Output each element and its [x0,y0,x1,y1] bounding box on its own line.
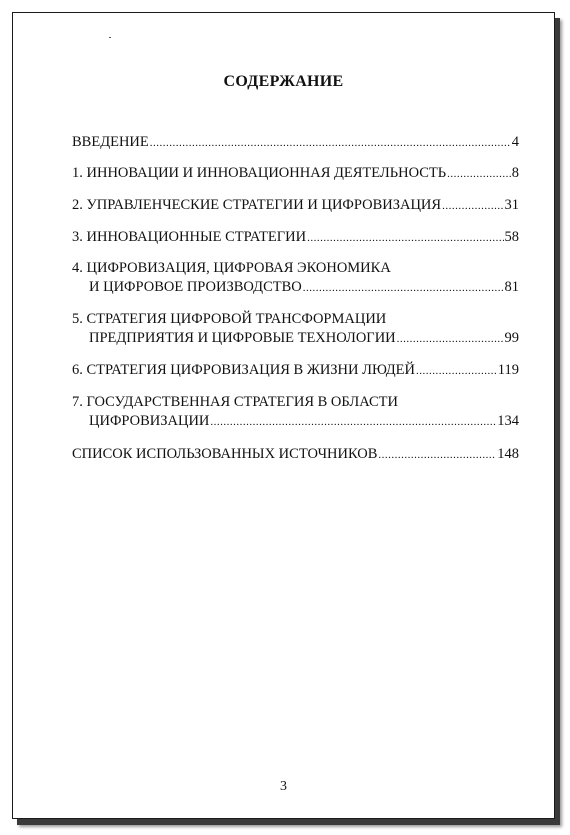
toc-entry-title: 5. СТРАТЕГИЯ ЦИФРОВОЙ ТРАНСФОРМАЦИИ [72,311,387,327]
toc-entry-chapter-1[interactable] [72,164,519,184]
toc-entry-chapter-6[interactable] [72,361,519,381]
toc-entry-title: 4. ЦИФРОВИЗАЦИЯ, ЦИФРОВАЯ ЭКОНОМИКА [72,260,391,276]
toc-page-number: 99 [504,330,519,346]
toc-entry-title: ВВЕДЕНИЕ [72,134,149,150]
toc-page-number: 58 [504,229,519,245]
toc-leader-dots [210,413,496,432]
toc-page-number: 119 [497,362,519,378]
page-number-footer: 3 [280,779,287,794]
toc-entry-title-continued: ПРЕДПРИЯТИЯ И ЦИФРОВЫЕ ТЕХНОЛОГИИ [89,330,396,346]
toc-leader-dots [378,446,496,465]
toc-page-number: 148 [497,446,519,462]
toc-page-number: 81 [504,279,519,295]
toc-page-number: 31 [504,197,519,213]
toc-entry-chapter-3[interactable] [72,228,519,248]
toc-entry-chapter-5[interactable] [72,310,519,349]
toc-entry-title-continued: ЦИФРОВИЗАЦИИ [89,413,210,429]
document-page [12,12,555,819]
toc-entry-introduction[interactable] [72,133,519,153]
toc-entry-title: СПИСОК ИСПОЛЬЗОВАННЫХ ИСТОЧНИКОВ [72,446,378,462]
toc-page-number: 8 [511,165,519,181]
toc-entry-references[interactable] [72,445,519,465]
toc-leader-dots [397,330,504,349]
scan-speck [109,37,111,38]
toc-leader-dots [416,362,497,381]
toc-leader-dots [447,165,511,184]
toc-entry-title: 2. УПРАВЛЕНЧЕСКИЕ СТРАТЕГИИ И ЦИФРОВИЗАЦИЯ [72,197,442,213]
toc-title: СОДЕРЖАНИЕ [223,73,344,90]
toc-entry-chapter-7[interactable] [72,393,519,432]
toc-entry-title: 1. ИННОВАЦИИ И ИННОВАЦИОННАЯ ДЕЯТЕЛЬНОСТЬ [72,165,447,181]
toc-entry-title: 3. ИННОВАЦИОННЫЕ СТРАТЕГИИ [72,229,307,245]
toc-leader-dots [150,134,511,153]
toc-entry-chapter-2[interactable] [72,196,519,216]
toc-entry-chapter-4[interactable] [72,259,519,298]
toc-leader-dots [303,279,504,298]
toc-leader-dots [442,197,503,216]
toc-leader-dots [307,229,503,248]
toc-page-number: 4 [511,134,519,150]
toc-entry-title-continued: И ЦИФРОВОЕ ПРОИЗВОДСТВО [89,279,302,295]
toc-entry-title: 7. ГОСУДАРСТВЕННАЯ СТРАТЕГИЯ В ОБЛАСТИ [72,394,398,410]
toc-page-number: 134 [497,413,519,429]
toc-entry-title: 6. СТРАТЕГИЯ ЦИФРОВИЗАЦИЯ В ЖИЗНИ ЛЮДЕЙ [72,362,415,378]
